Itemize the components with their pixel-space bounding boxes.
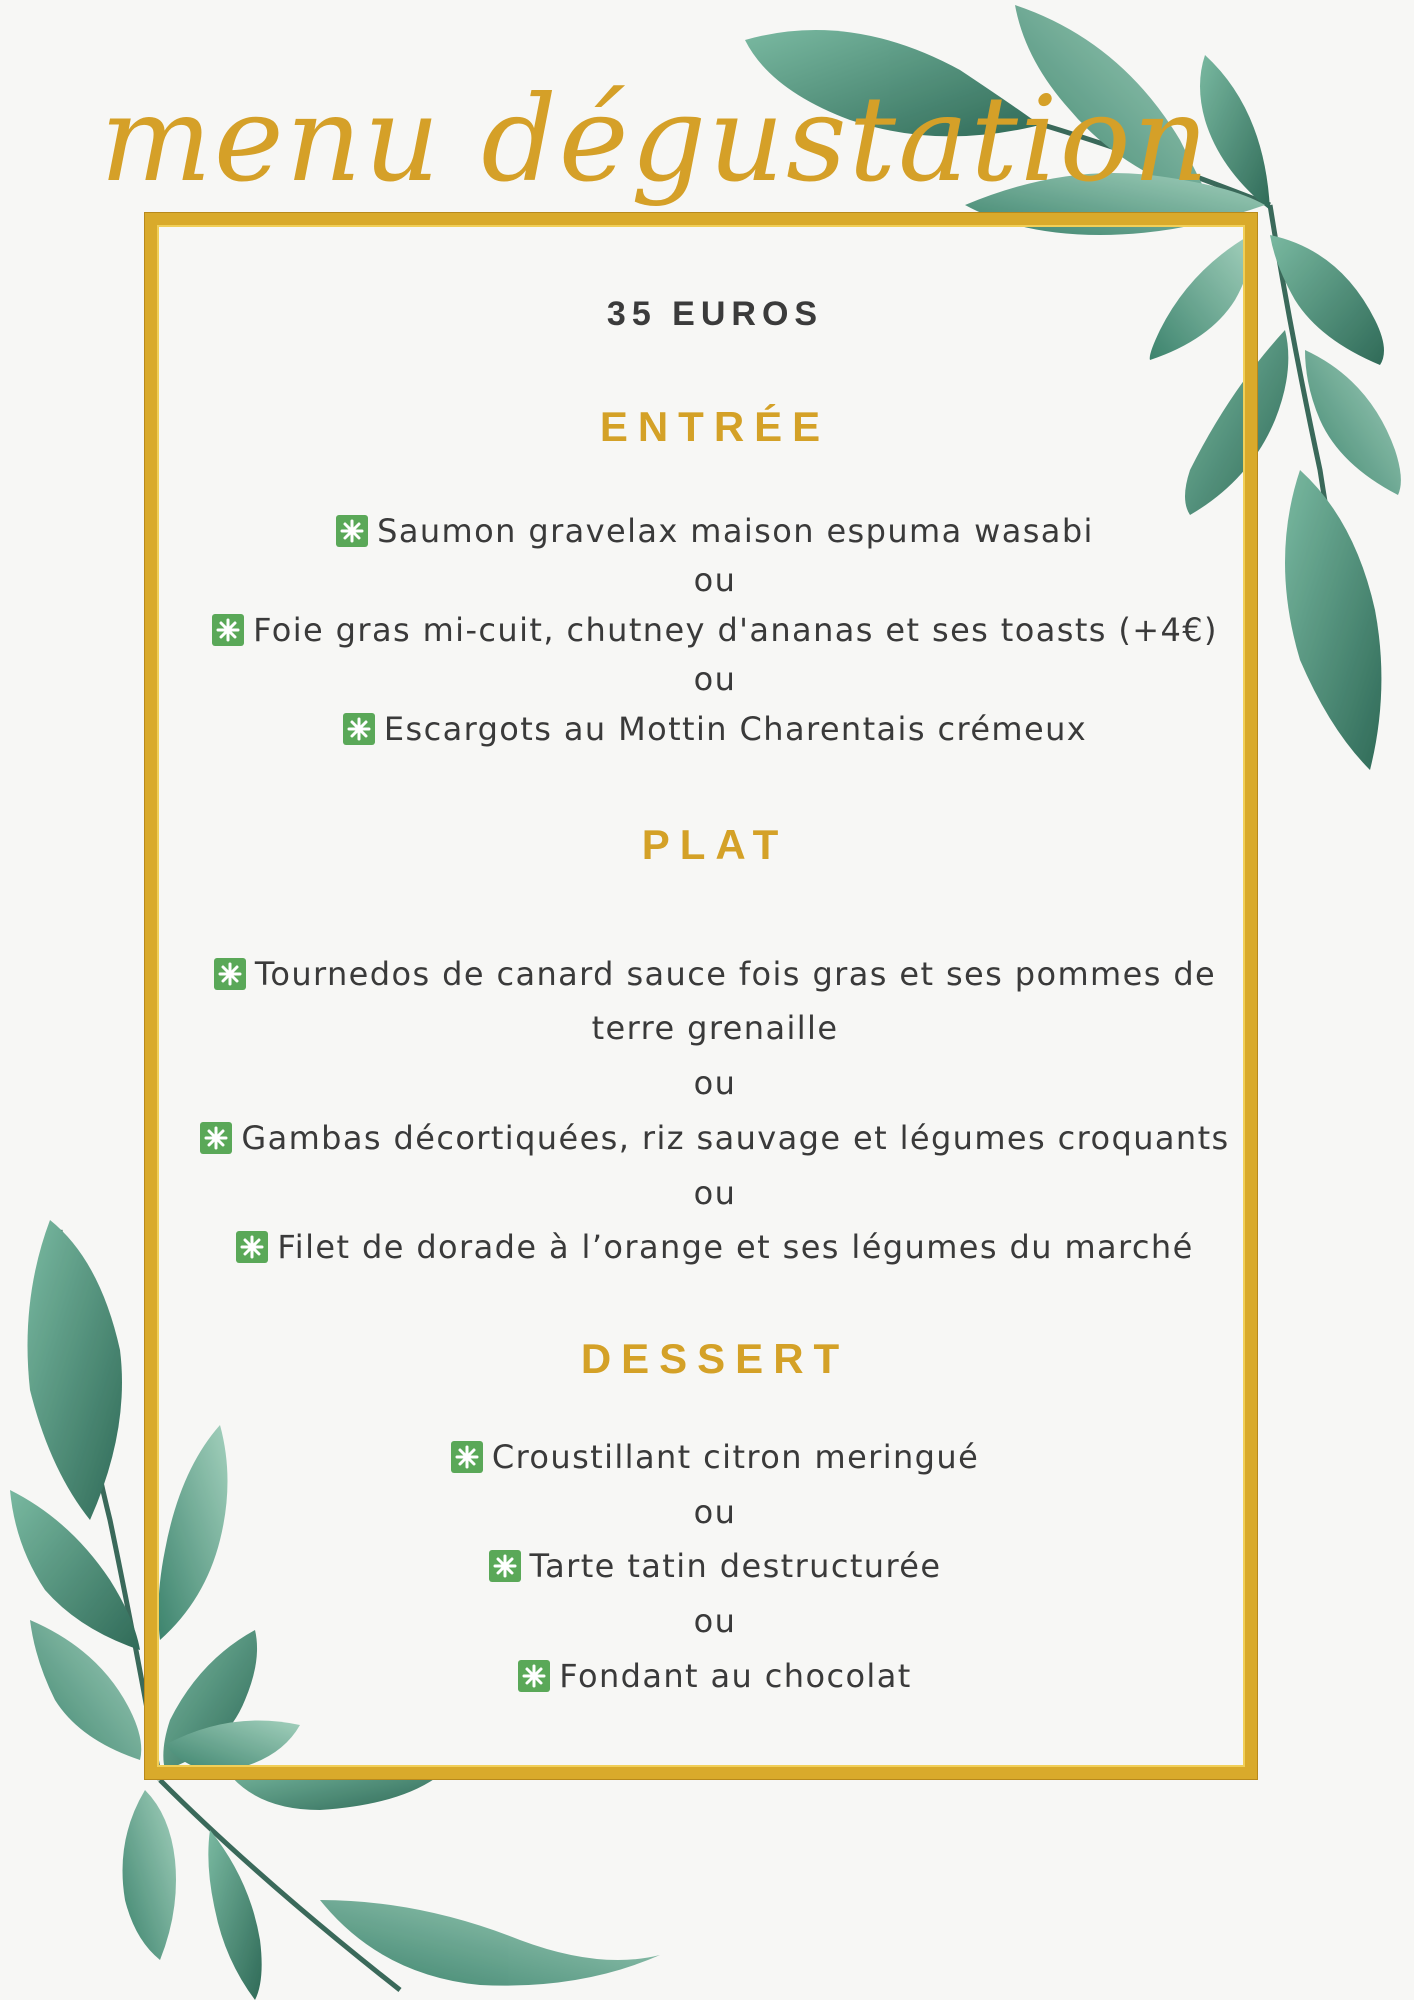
menu-item — [180, 511, 1250, 551]
sparkle-icon — [214, 958, 246, 990]
menu-item-text: Filet de dorade à l’orange et ses légumes du marché — [277, 1228, 1194, 1266]
menu-item — [180, 954, 1250, 994]
sparkle-icon — [200, 1122, 232, 1154]
menu-title-text: menu dégustation — [100, 70, 1211, 208]
menu-item-text: Tarte tatin destructurée — [529, 1547, 942, 1585]
separator-ou: ou — [693, 1493, 737, 1531]
section-title-entree: ENTRÉE — [599, 403, 831, 450]
sparkle-icon — [451, 1441, 483, 1473]
sparkle-icon — [518, 1660, 550, 1692]
sparkle-icon — [212, 614, 244, 646]
menu-item — [180, 1227, 1250, 1267]
menu-item — [180, 1437, 1250, 1477]
sparkle-icon — [489, 1550, 521, 1582]
menu-item-text: Gambas décortiquées, riz sauvage et légumes croquants — [241, 1119, 1230, 1157]
separator-ou: ou — [693, 561, 737, 599]
separator-ou: ou — [693, 660, 737, 698]
menu-item — [180, 1118, 1250, 1158]
section-title-dessert: DESSERT — [580, 1335, 850, 1382]
menu-item-text: Fondant au chocolat — [559, 1657, 912, 1695]
menu-item-text: Tournedos de canard sauce fois gras et ses pommes de — [254, 955, 1217, 993]
menu-item-text: Foie gras mi-cuit, chutney d'ananas et ses toasts (+4€) — [253, 611, 1218, 649]
menu-item-text: Escargots au Mottin Charentais crémeux — [383, 710, 1088, 748]
menu-item — [180, 1656, 1250, 1696]
menu-item-text: Saumon gravelax maison espuma wasabi — [377, 512, 1094, 550]
separator-ou: ou — [693, 1174, 737, 1212]
separator-ou: ou — [693, 1602, 737, 1640]
menu-item — [180, 1546, 1250, 1586]
menu-item — [180, 610, 1250, 650]
section-title-plat: PLAT — [641, 821, 789, 868]
menu-item — [180, 709, 1250, 749]
sparkle-icon — [236, 1231, 268, 1263]
sparkle-icon — [336, 515, 368, 547]
separator-ou: ou — [693, 1064, 737, 1102]
sparkle-icon — [343, 713, 375, 745]
menu-title — [100, 70, 1211, 270]
price: 35 EUROS — [606, 295, 824, 333]
menu-item-text: Croustillant citron meringué — [491, 1438, 980, 1476]
menu-item-continuation: terre grenaille — [591, 1009, 839, 1047]
